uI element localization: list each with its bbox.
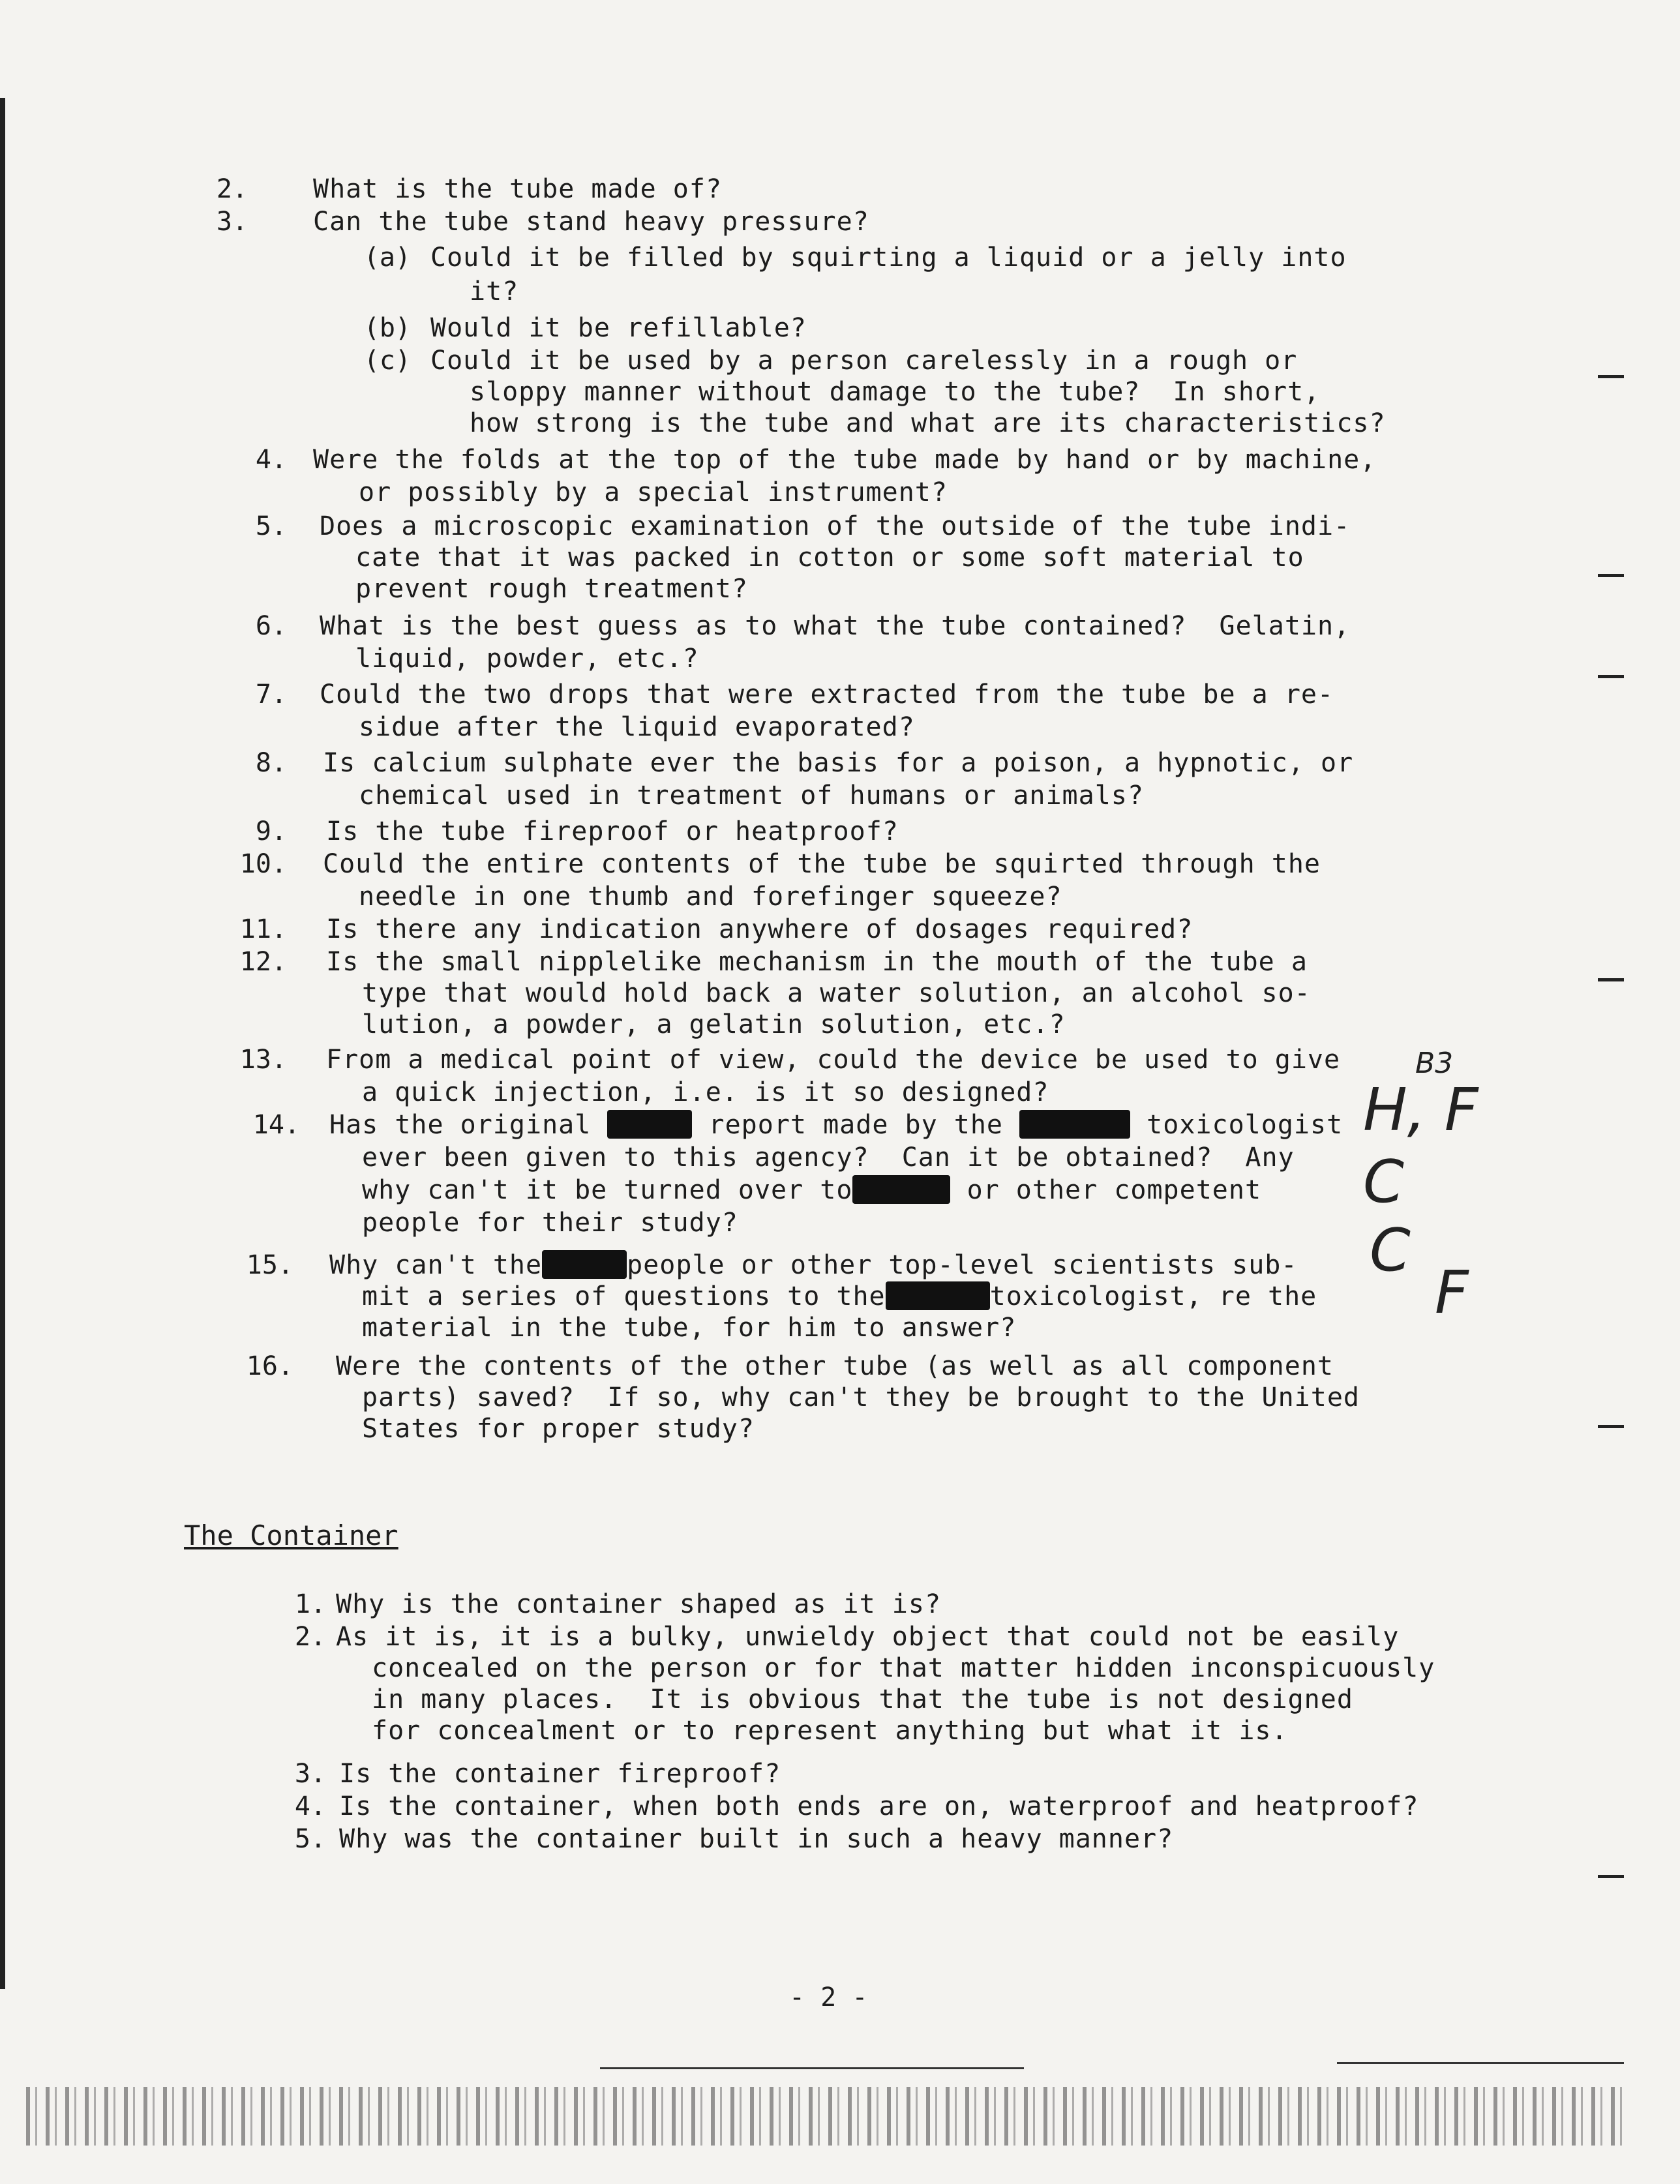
question-number: 10. xyxy=(239,849,287,879)
handwritten-annotation: C xyxy=(1363,1148,1404,1216)
question-line: Were the folds at the top of the tube made by hand or by machine, xyxy=(313,445,1377,475)
question-line: From a medical point of view, could the device be used to give xyxy=(326,1045,1341,1075)
question-line: Could the two drops that were extracted from the tube be a re- xyxy=(320,680,1334,710)
question-line: ever been given to this agency? Can it be obtained? Any xyxy=(362,1143,1295,1173)
page-number: - 2 - xyxy=(789,1982,868,2012)
question-line: States for proper study? xyxy=(362,1414,755,1444)
question-line: for concealment or to represent anything but what it is. xyxy=(372,1716,1288,1746)
question-number: 6. xyxy=(255,611,287,641)
question-line: type that would hold back a water solution, an alcohol so- xyxy=(362,978,1311,1008)
question-line: Is the small nipplelike mechanism in the mouth of the tube a xyxy=(326,947,1308,977)
question-line: why can't it be turned over to or other competent xyxy=(362,1175,1262,1205)
question-line: in many places. It is obvious that the tube is not designed xyxy=(372,1684,1353,1714)
question-number: 4. xyxy=(294,1791,326,1821)
question-line: cate that it was packed in cotton or some soft material to xyxy=(355,543,1304,573)
question-line: Is calcium sulphate ever the basis for a poison, a hypnotic, or xyxy=(323,748,1354,778)
question-number: 15. xyxy=(246,1250,293,1280)
question-line: Why is the container shaped as it is? xyxy=(336,1589,942,1619)
question-number: 4. xyxy=(255,445,287,475)
question-line: Is there any indication anywhere of dosages required? xyxy=(326,914,1193,944)
question-line: Were the contents of the other tube (as well as all component xyxy=(336,1351,1334,1381)
question-line: sloppy manner without damage to the tube? In short, xyxy=(470,377,1321,407)
question-line: a quick injection, i.e. is it so designed? xyxy=(362,1077,1049,1107)
margin-mark xyxy=(1598,375,1624,378)
question-number: 5. xyxy=(294,1824,326,1854)
question-line: Could it be used by a person carelessly in a rough or xyxy=(430,346,1298,376)
question-number: 8. xyxy=(255,748,287,778)
question-line: how strong is the tube and what are its characteristics? xyxy=(470,408,1386,438)
question-line: sidue after the liquid evaporated? xyxy=(359,712,915,742)
footer-rule xyxy=(600,2067,1024,2069)
question-line: lution, a powder, a gelatin solution, etc.? xyxy=(362,1010,1066,1040)
question-number: (b) xyxy=(363,313,411,343)
question-line: What is the best guess as to what the tube contained? Gelatin, xyxy=(320,611,1351,641)
redaction-bar xyxy=(607,1110,692,1139)
question-line: material in the tube, for him to answer? xyxy=(362,1313,1017,1343)
question-number: 2. xyxy=(294,1622,326,1652)
question-number: 3. xyxy=(216,207,248,237)
redaction-bar xyxy=(886,1281,990,1310)
scan-edge xyxy=(0,98,5,1989)
scan-artifact-band xyxy=(26,2087,1630,2146)
handwritten-annotation: C xyxy=(1370,1216,1411,1285)
question-number: 12. xyxy=(239,947,287,977)
question-line: Why can't the people or other top-level scientists sub- xyxy=(329,1250,1298,1280)
question-number: 3. xyxy=(294,1759,326,1789)
question-line: parts) saved? If so, why can't they be brought to the United xyxy=(362,1383,1360,1413)
handwritten-annotation: H, F xyxy=(1363,1076,1478,1144)
question-line: Is the container fireproof? xyxy=(339,1759,781,1789)
question-line: prevent rough treatment? xyxy=(355,574,748,604)
margin-mark xyxy=(1598,675,1624,678)
question-line: Would it be refillable? xyxy=(430,313,807,343)
redaction-bar xyxy=(852,1175,950,1204)
question-number: (c) xyxy=(363,346,411,376)
footer-rule xyxy=(1337,2062,1624,2064)
question-number: 11. xyxy=(239,914,287,944)
redaction-bar xyxy=(1019,1110,1130,1139)
question-line: Is the tube fireproof or heatproof? xyxy=(326,816,899,846)
question-line: mit a series of questions to the toxicologist, re the xyxy=(362,1281,1317,1311)
question-line: Could the entire contents of the tube be squirted through the xyxy=(323,849,1321,879)
question-line: people for their study? xyxy=(362,1208,738,1238)
question-line: chemical used in treatment of humans or animals? xyxy=(359,781,1144,811)
question-number: 7. xyxy=(255,680,287,710)
question-line: Could it be filled by squirting a liquid or a jelly into xyxy=(430,243,1347,273)
question-number: 14. xyxy=(252,1110,300,1140)
section-heading: The Container xyxy=(184,1519,398,1551)
question-number: 2. xyxy=(216,174,248,204)
question-number: 9. xyxy=(255,816,287,846)
question-number: 13. xyxy=(239,1045,287,1075)
question-line: it? xyxy=(470,277,519,307)
question-line: liquid, powder, etc.? xyxy=(355,644,699,674)
question-line: or possibly by a special instrument? xyxy=(359,477,948,507)
question-line: Why was the container built in such a heavy manner? xyxy=(339,1824,1174,1854)
question-line: needle in one thumb and forefinger squeeze? xyxy=(359,882,1062,912)
question-number: 1. xyxy=(294,1589,326,1619)
question-number: 16. xyxy=(246,1351,293,1381)
question-line: Does a microscopic examination of the outside of the tube indi- xyxy=(320,511,1351,541)
question-line: Is the container, when both ends are on, waterproof and heatproof? xyxy=(339,1791,1419,1821)
question-line: Can the tube stand heavy pressure? xyxy=(313,207,869,237)
question-number: (a) xyxy=(363,243,411,273)
margin-mark xyxy=(1598,1425,1624,1428)
question-line: As it is, it is a bulky, unwieldy object that could not be easily xyxy=(336,1622,1400,1652)
margin-mark xyxy=(1598,574,1624,577)
handwritten-annotation: F xyxy=(1435,1259,1469,1327)
handwritten-superscript: B3 xyxy=(1415,1047,1454,1080)
question-number: 5. xyxy=(255,511,287,541)
margin-mark xyxy=(1598,978,1624,981)
question-line: Has the original report made by the toxicologist xyxy=(329,1110,1343,1140)
redaction-bar xyxy=(542,1250,627,1279)
question-line: concealed on the person or for that matter hidden inconspicuously xyxy=(372,1653,1435,1683)
margin-mark xyxy=(1598,1875,1624,1878)
question-line: What is the tube made of? xyxy=(313,174,723,204)
